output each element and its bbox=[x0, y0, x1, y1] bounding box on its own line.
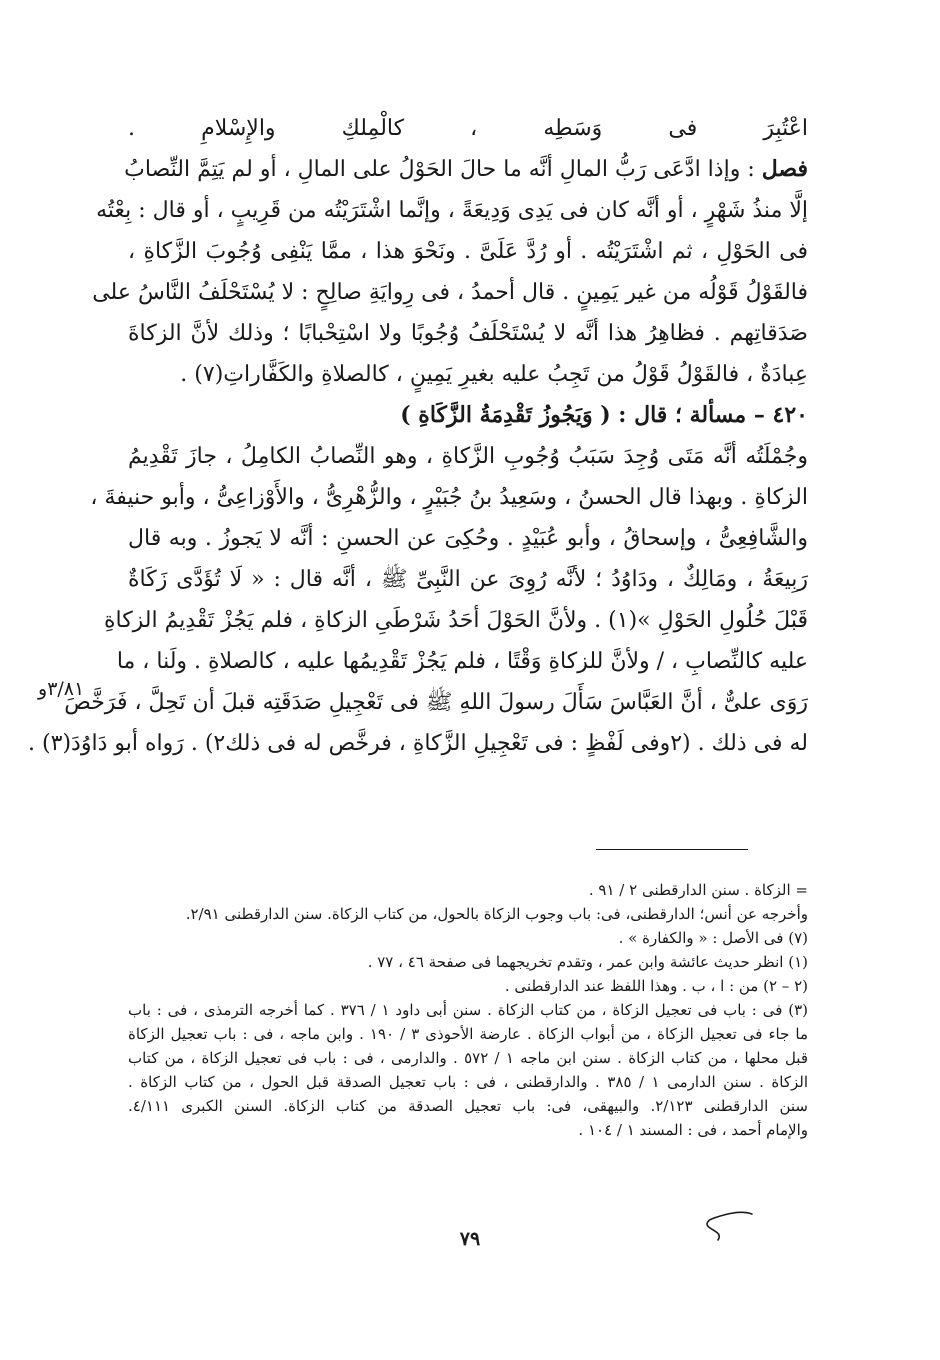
text-line-5: فالقَوْلُ قَوْلُه من غير يَمِينٍ . قال أحمدُ ، فى رِوايَةِ صالِحٍ : لا يُسْتَحْلَفُ النَّاسُ على bbox=[92, 280, 808, 305]
text-line-14: عليه كالنِّصابِ ، / ولأنَّ للزكاةِ وَقْتًا ، فلم يَجُزْ تَقْدِيمُها عليه ، كالصلاةِ . ولَنا ، ما bbox=[116, 649, 808, 674]
catchword-mark bbox=[700, 1208, 756, 1242]
footnote-line: = الزكاة . سنن الدارقطنى ٢ / ٩١ . bbox=[588, 881, 808, 899]
text-line-6: صَدَقاتِهم . فظاهِرُ هذا أنَّه لا يُسْتَحْلَفُ وُجُوبًا ولا اسْتِحْبابًا ؛ وذلك لأنَّ الزكاةَ bbox=[128, 321, 808, 346]
text-line-12: رَبِيعَةُ ، ومَالِكٌ ، ودَاوُدُ ؛ لأنَّه رُوِىَ عن النَّبِىِّ ﷺ ، أنَّه قال : « لَا تُؤَدَّى زَكَاةٌ bbox=[128, 567, 808, 592]
section-lead-word: فصل bbox=[761, 156, 808, 182]
page-number: ٧٩ bbox=[459, 1228, 481, 1250]
text-line-13: قَبْلَ حُلُولِ الحَوْلِ »(١) . ولأنَّ الحَوْلَ أحَدُ شَرْطَىِ الزكاةِ ، فلم يَجُزْ تَقْدِيمُ الزكاةِ bbox=[103, 608, 808, 633]
footnote-line: (٢ – ٢) من : ا ، ب . وهذا اللفظ عند الدارقطنى . bbox=[504, 977, 808, 995]
footnotes bbox=[128, 878, 808, 1142]
section-heading: ٤٢٠ – مسألة ؛ قال : ( وَيَجُوزُ تَقْدِمَةُ الزَّكَاةِ ) bbox=[400, 402, 808, 428]
footnote-line: (١) انظر حديث عائشة وابن عمر ، وتقدم تخريجهما فى صفحة ٤٦ ، ٧٧ . bbox=[367, 953, 808, 971]
footnote-line: سنن الدارقطنى ٢/١٢٣. والبيهقى، فى: باب تعجيل الصدقة من كتاب الزكاة. السنن الكبرى ٤/١١١. bbox=[128, 1097, 808, 1115]
margin-folio-note: ٣/٨١و bbox=[38, 678, 85, 700]
text-line-9: وجُمْلَتُه أنَّه مَتَى وُجِدَ سَبَبُ وُجُوبِ الزَّكاةِ ، وهو النِّصابُ الكامِلُ ، جازَ تَقْدِيمُ bbox=[128, 444, 808, 469]
footnote-line: الزكاة . سنن الدارمى ١ / ٣٨٥ . والدارقطنى ، فى : باب تعجيل الصدقة قبل الحول ، من كتاب الزكاة . bbox=[128, 1073, 809, 1091]
text-line-2: فصل : وإذا ادَّعَى رَبُّ المالِ أنَّه ما حالَ الحَوْلُ على المالِ ، أو لم يَتِمَّ النِّصابُ bbox=[124, 156, 808, 182]
text-line-3: إلَّا منذُ شَهْرٍ ، أو أنَّه كان فى يَدِى وَدِيعَةً ، وإنَّما اشْتَرَيْتُه من قَرِيبٍ ، أو قال : بِعْتُه bbox=[96, 198, 808, 223]
footnote-line: وأخرجه عن أنس؛ الدارقطنى، فى: باب وجوب الزكاة بالحول، من كتاب الزكاة. سنن الدارقطنى ٢/٩١. bbox=[185, 905, 808, 923]
footnote-line: والإمام أحمد ، فى : المسند ١ / ١٠٤ . bbox=[578, 1121, 808, 1139]
footnote-divider bbox=[596, 849, 748, 850]
text-line-7: عِبادَةٌ ، فالقَوْلُ قَوْلُ من تَجِبُ عليه بغيرِ يَمِينٍ ، كالصلاةِ والكَفَّاراتِ(٧) . bbox=[180, 362, 808, 387]
text-line-4: فى الحَوْلِ ، ثم اشْتَرَيْتُه . أو رُدَّ عَلَىَّ . ونَحْوَ هذا ، ممَّا يَنْفِى وُجُوبَ الزَّكاةِ ، bbox=[128, 239, 809, 264]
footnote-line: ما جاء فى تعجيل الزكاة ، من أبواب الزكاة . عارضة الأحوذى ٣ / ١٩٠ . وابن ماجه ، فى : باب تعجيل الزكاة bbox=[128, 1025, 808, 1043]
footnote-line: (٧) فى الأصل : « والكفارة » . bbox=[618, 929, 808, 947]
footnote-line: قبل محلها ، من كتاب الزكاة . سنن ابن ماجه ١ / ٥٧٢ . والدارمى ، فى : باب فى تعجيل الزكاة ، من كتاب bbox=[128, 1049, 808, 1067]
footnote-line: (٣) فى : باب فى تعجيل الزكاة ، من كتاب الزكاة . سنن أبى داود ١ / ٣٧٦ . كما أخرجه الترمذى ، فى : باب bbox=[128, 1001, 808, 1019]
text-line-1: اعْتُبِرَ فى وَسَطِه ، كالْمِلكِ والإِسْلامِ . bbox=[128, 116, 808, 141]
text-line-10: الزكاةِ . وبهذا قال الحسنُ ، وسَعِيدُ بنُ جُبَيْرٍ ، والزُّهْرِىُّ ، والأَوْزاعِىُّ ، وأبو حنيفةَ ، bbox=[90, 485, 808, 510]
text-line-15: رَوَى علىٌّ ، أنَّ العَبَّاسَ سَأَلَ رسولَ اللهِ ﷺ فى تَعْجِيلِ صَدَقَتِه قبلَ أن تَحِلَّ ، فَرَخَّصَ bbox=[64, 690, 808, 715]
text-line-11: والشَّافِعِىُّ ، وإسحاقُ ، وأبو عُبَيْدٍ . وحُكِىَ عن الحسنِ : أنَّه لا يَجوزُ . وبه قال bbox=[128, 526, 808, 551]
text-line-16: له فى ذلك . (٢وفى لَفْظٍ : فى تَعْجِيلِ الزَّكاةِ ، فرخَّص له فى ذلك٢) . رَواه أبو دَاوُدَ(٣) . bbox=[28, 731, 808, 756]
